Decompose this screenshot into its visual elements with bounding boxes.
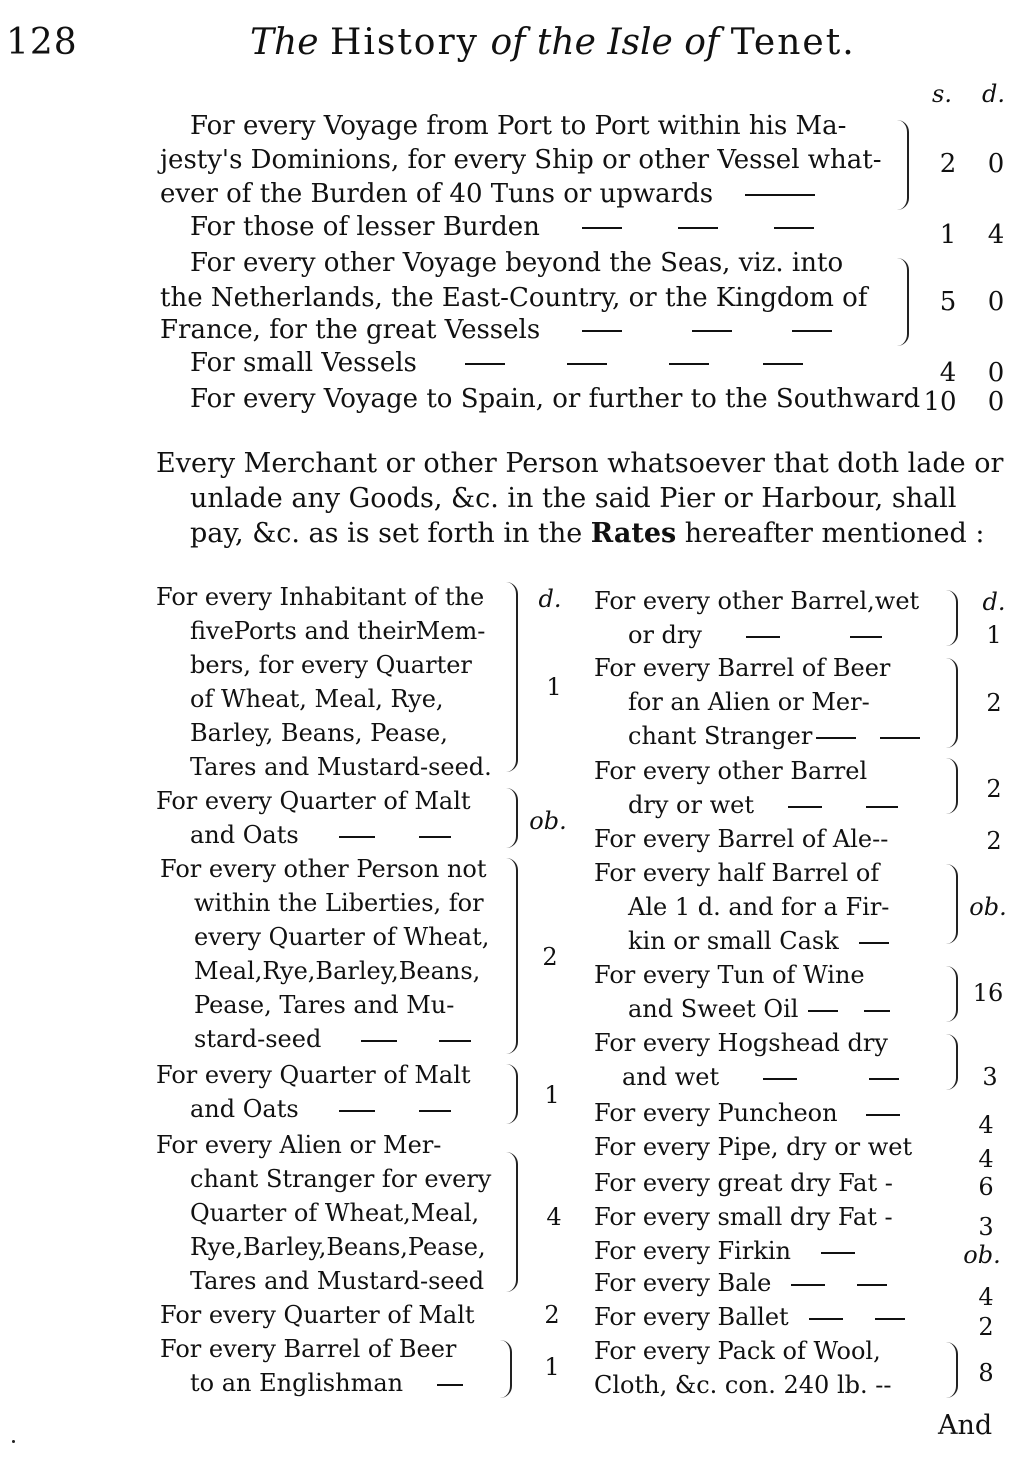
voyage-1-brace [895,120,909,210]
right-entry-12-value: ob. [963,1241,1001,1269]
right-entry-9-value: 4 [978,1145,994,1173]
voyage-2-pence: 4 [987,220,1005,250]
right-entry-5-value: ob. [969,893,1007,921]
right-entry-1: For every other Barrel,wet or dry [594,587,920,649]
right-column-unit: d. [982,588,1006,616]
right-entry-2-brace [946,658,958,748]
right-entry-13: For every Bale [594,1266,905,1300]
voyage-3-line-1-text: For every other Voyage beyond the Seas, viz. into [190,248,844,278]
voyage-3-line-2: the Netherlands, the East-Country, or the Kingdom of [160,283,868,313]
right-entry-1-brace [946,590,958,646]
right-entry-3: For every other Barrel dry or wet [594,754,916,822]
voyage-3-line-3: France, for the great Vessels [160,313,850,347]
ink-speck [12,1440,15,1443]
left-entry-1-brace [506,582,518,772]
right-entry-6-value: 16 [972,979,1004,1007]
voyage-4-pence: 0 [987,358,1005,388]
voyage-5-shillings: 10 [923,387,957,417]
catchword: And [938,1410,993,1441]
voyage-1-line-3: ever of the Burden of 40 Tuns or upwards [160,177,833,211]
left-entry-5: For every Alien or Mer- chant Stranger for every Quarter of Wheat,Meal, Rye,Barley,Beans,Pease, Tares and Mustard-seed [156,1131,492,1295]
left-entry-2: For every Quarter of Malt and Oats [156,787,471,849]
pence-column-header: d. [982,80,1005,108]
right-entry-13-value: 4 [978,1283,994,1311]
voyage-2-shillings: 1 [939,220,957,250]
left-entry-1: For every Inhabitant of the fivePorts and theirMem- bers, for every Quarter of Wheat, Meal, Rye, Barley, Beans, Pease, Tares and Mustard-seed. [156,583,492,781]
left-entry-5-brace [506,1152,518,1292]
right-entry-4-value: 2 [986,827,1002,855]
page-number: 128 [6,22,78,63]
left-entry-3-brace [506,858,518,1054]
left-entry-6: For every Quarter of Malt [160,1301,475,1329]
running-title-of-the-isle-of: of the Isle of [479,22,731,63]
left-entry-6-value: 2 [544,1301,560,1329]
right-entry-10: For every great dry Fat - [594,1169,893,1197]
left-entry-2-value: ob. [529,807,567,835]
left-entry-4-value: 1 [544,1081,560,1109]
merchant-paragraph-line-3: pay, &c. as is set forth in the Rates hereafter mentioned : [190,518,985,549]
right-entry-2: For every Barrel of Beer for an Alien or Mer- chant Stranger [594,651,938,753]
right-entry-11: For every small dry Fat - [594,1203,893,1231]
right-entry-8: For every Puncheon [594,1096,918,1130]
right-entry-5-brace [946,864,958,944]
left-entry-7-value: 1 [544,1353,560,1381]
voyage-2-line-1: For those of lesser Burden [190,210,832,244]
running-title-tenet: Tenet. [730,22,856,63]
voyage-4-line-1: For small Vessels [190,346,821,380]
right-entry-3-brace [946,758,958,814]
right-entry-7: For every Hogshead dry and wet [594,1026,917,1094]
right-entry-6: For every Tun of Wine and Sweet Oil [594,958,908,1026]
right-entry-7-brace [946,1034,958,1090]
right-entry-5: For every half Barrel of Ale 1 d. and for a Fir- kin or small Cask [594,859,890,955]
voyage-3-line-1 [190,246,843,280]
running-title [250,22,856,63]
right-entry-2-value: 2 [986,689,1002,717]
voyage-1-line-2: jesty's Dominions, for every Ship or other Vessel what- [160,145,882,175]
merchant-paragraph-line-2: unlade any Goods, &c. in the said Pier or Harbour, shall [190,483,957,514]
voyage-1-pence: 0 [987,149,1005,179]
right-entry-9: For every Pipe, dry or wet [594,1133,913,1161]
shillings-column-header: s. [932,80,952,108]
voyage-1-line-1: For every Voyage from Port to Port within his Ma- [190,111,847,141]
right-entry-14-value: 2 [978,1313,994,1341]
voyage-5-line-1: For every Voyage to Spain, or further to the Southward [190,384,921,414]
right-entry-4: For every Barrel of Ale-- [594,825,889,853]
left-entry-7: For every Barrel of Beer to an Englishman [160,1332,481,1400]
right-entry-8-value: 4 [978,1111,994,1139]
left-entry-2-brace [506,788,518,848]
left-entry-3: For every other Person not within the Liberties, for every Quarter of Wheat, Meal,Rye,Barley,Beans, Pease, Tares and Mu- stard-seed [160,855,490,1053]
right-entry-1-value: 1 [986,621,1002,649]
right-entry-15-value: 8 [978,1359,994,1387]
running-title-the: The [250,22,330,63]
running-title-history: History [329,22,480,63]
right-entry-15: For every Pack of Wool, Cloth, &c. con. 240 lb. -- [594,1337,892,1399]
left-entry-3-value: 2 [542,943,558,971]
voyage-3-brace [895,258,909,346]
voyage-3-pence: 0 [987,287,1005,317]
left-entry-7-brace [500,1340,512,1398]
right-entry-12: For every Firkin [594,1234,873,1268]
right-entry-15-brace [946,1342,958,1398]
left-entry-1-value: 1 [546,673,562,701]
right-entry-10-value: 6 [978,1173,994,1201]
merchant-paragraph-line-1: Every Merchant or other Person whatsoever that doth lade or [156,448,1004,479]
voyage-1-shillings: 2 [939,149,957,179]
right-entry-14: For every Ballet [594,1300,923,1334]
right-entry-7-value: 3 [982,1063,998,1091]
rates-blackletter: Rates [590,518,677,549]
voyage-5-pence: 0 [987,387,1005,417]
right-entry-11-value: 3 [978,1213,994,1241]
left-entry-4-brace [506,1064,518,1124]
voyage-4-shillings: 4 [939,358,957,388]
left-column-unit: d. [538,585,562,613]
left-entry-5-value: 4 [546,1203,562,1231]
right-entry-6-brace [946,966,958,1022]
right-entry-3-value: 2 [986,775,1002,803]
left-entry-4: For every Quarter of Malt and Oats [156,1061,471,1123]
voyage-3-shillings: 5 [939,287,957,317]
